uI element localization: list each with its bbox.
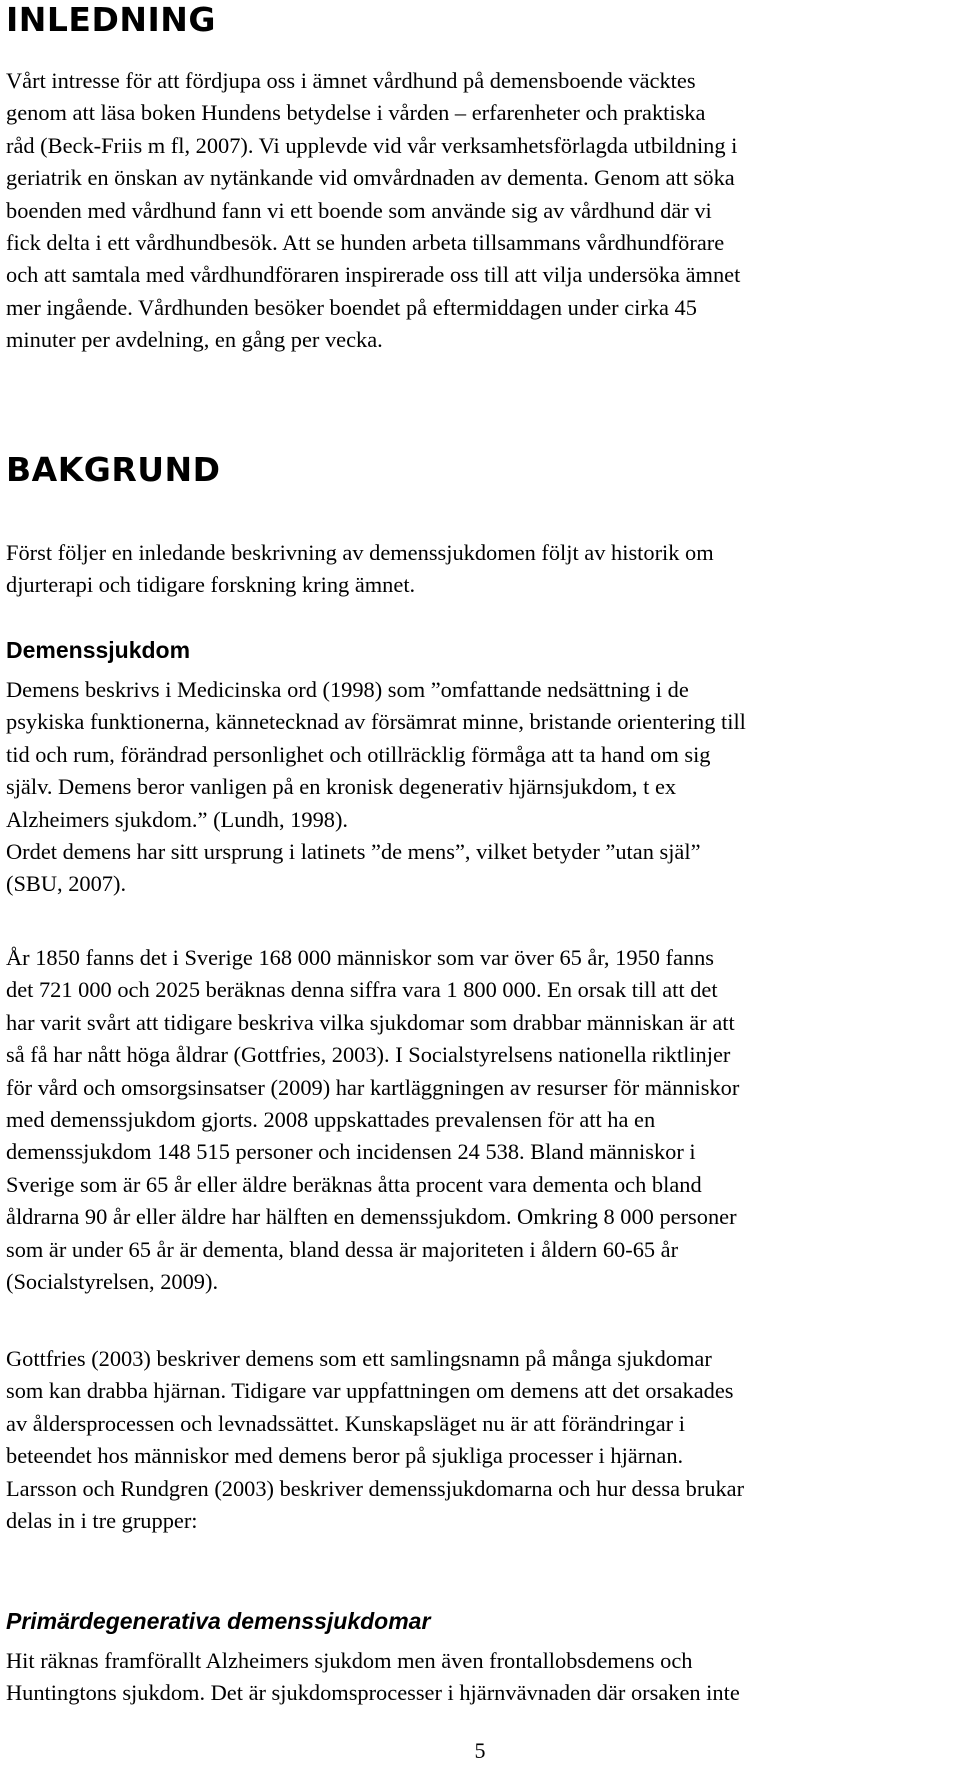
text-line: Demens beskrivs i Medicinska ord (1998) som ”omfattande nedsättning i de [6,677,689,702]
text-line: tid och rum, förändrad personlighet och otillräcklig förmåga att ta hand om sig [6,741,711,767]
text-line: har varit svårt att tidigare beskriva vilka sjukdomar som drabbar människan är att [6,1009,735,1035]
text-line: Först följer en inledande beskrivning av demenssjukdomen följt av historik om [6,540,714,565]
text-line: med demenssjukdom gjorts. 2008 uppskattades prevalensen för att ha en [6,1107,656,1133]
statistics-paragraph [6,942,954,1298]
text-line: demenssjukdom 148 515 personer och incidensen 24 538. Bland människor i [6,1139,696,1165]
subheading-primardegenerativa: Primärdegenerativa demenssjukdomar [6,1608,431,1634]
heading-inledning: INLEDNING [6,0,216,39]
gottfries-paragraph [6,1343,954,1537]
text-line: psykiska funktionerna, kännetecknad av försämrat minne, bristande orientering till [6,709,746,735]
text-line: av åldersprocessen och levnadssättet. Kunskapsläget nu är att förändringar i [6,1410,685,1436]
text-line: boenden med vårdhund fann vi ett boende som använde sig av vårdhund där vi [6,197,712,223]
text-line: och att samtala med vårdhundföraren inspirerade oss till att vilja undersöka ämnet [6,262,741,288]
text-line: Alzheimers sjukdom.” (Lundh, 1998). [6,806,349,832]
text-line: Sverige som är 65 år eller äldre beräknas åtta procent vara dementa och bland [6,1171,702,1197]
text-line: minuter per avdelning, en gång per vecka. [6,327,383,353]
text-line: för vård och omsorgsinsatser (2009) har kartläggningen av resurser för människor [6,1074,740,1100]
definition-paragraph [6,674,954,901]
text-line: som är under 65 år är dementa, bland dessa är majoriteten i åldern 60-65 år [6,1236,679,1262]
text-line: delas in i tre grupper: [6,1508,198,1534]
text-line: Larsson och Rundgren (2003) beskriver demenssjukdomarna och hur dessa brukar [6,1475,745,1501]
text-line: Hit räknas framförallt Alzheimers sjukdom men även frontallobsdemens och [6,1648,693,1673]
text-line: så få har nått höga åldrar (Gottfries, 2003). I Socialstyrelsens nationella riktlinjer [6,1042,731,1068]
background-paragraph [6,537,954,602]
text-line: själv. Demens beror vanligen på en kronisk degenerativ hjärnsjukdom, t ex [6,774,677,800]
text-line: djurterapi och tidigare forskning kring ämnet. [6,572,416,598]
text-line: Huntingtons sjukdom. Det är sjukdomsprocesser i hjärnvävnaden där orsaken inte [6,1680,740,1706]
text-line: Vårt intresse för att fördjupa oss i ämnet vårdhund på demensboende väcktes [6,68,696,93]
text-line: fick delta i ett vårdhundbesök. Att se hunden arbeta tillsammans vårdhundförare [6,230,725,256]
text-line: mer ingående. Vårdhunden besöker boendet på eftermiddagen under cirka 45 [6,294,697,320]
text-line: Ordet demens har sitt ursprung i latinets ”de mens”, vilket betyder ”utan själ” [6,839,701,865]
text-line: (SBU, 2007). [6,871,127,897]
text-line: beteendet hos människor med demens beror på sjukliga processer i hjärnan. [6,1443,684,1469]
text-line: som kan drabba hjärnan. Tidigare var uppfattningen om demens att det orsakades [6,1378,734,1404]
text-line: det 721 000 och 2025 beräknas denna siffra vara 1 800 000. En orsak till att det [6,977,718,1003]
text-line: geriatrik en önskan av nytänkande vid omvårdnaden av dementa. Genom att söka [6,165,735,191]
text-line: (Socialstyrelsen, 2009). [6,1269,219,1295]
intro-paragraph [6,65,954,357]
heading-bakgrund: BAKGRUND [6,450,221,489]
text-line: Gottfries (2003) beskriver demens som ett samlingsnamn på många sjukdomar [6,1346,712,1371]
page-number: 5 [474,1738,486,1763]
text-line: råd (Beck-Friis m fl, 2007). Vi upplevde vid vår verksamhetsförlagda utbildning i [6,132,738,158]
subheading-demenssjukdom: Demenssjukdom [6,637,191,663]
primary-paragraph [6,1645,954,1710]
text-line: År 1850 fanns det i Sverige 168 000 människor som var över 65 år, 1950 fanns [6,945,715,970]
text-line: åldrarna 90 år eller äldre har hälften en demenssjukdom. Omkring 8 000 personer [6,1204,737,1230]
text-line: genom att läsa boken Hundens betydelse i vården – erfarenheter och praktiska [6,100,706,126]
